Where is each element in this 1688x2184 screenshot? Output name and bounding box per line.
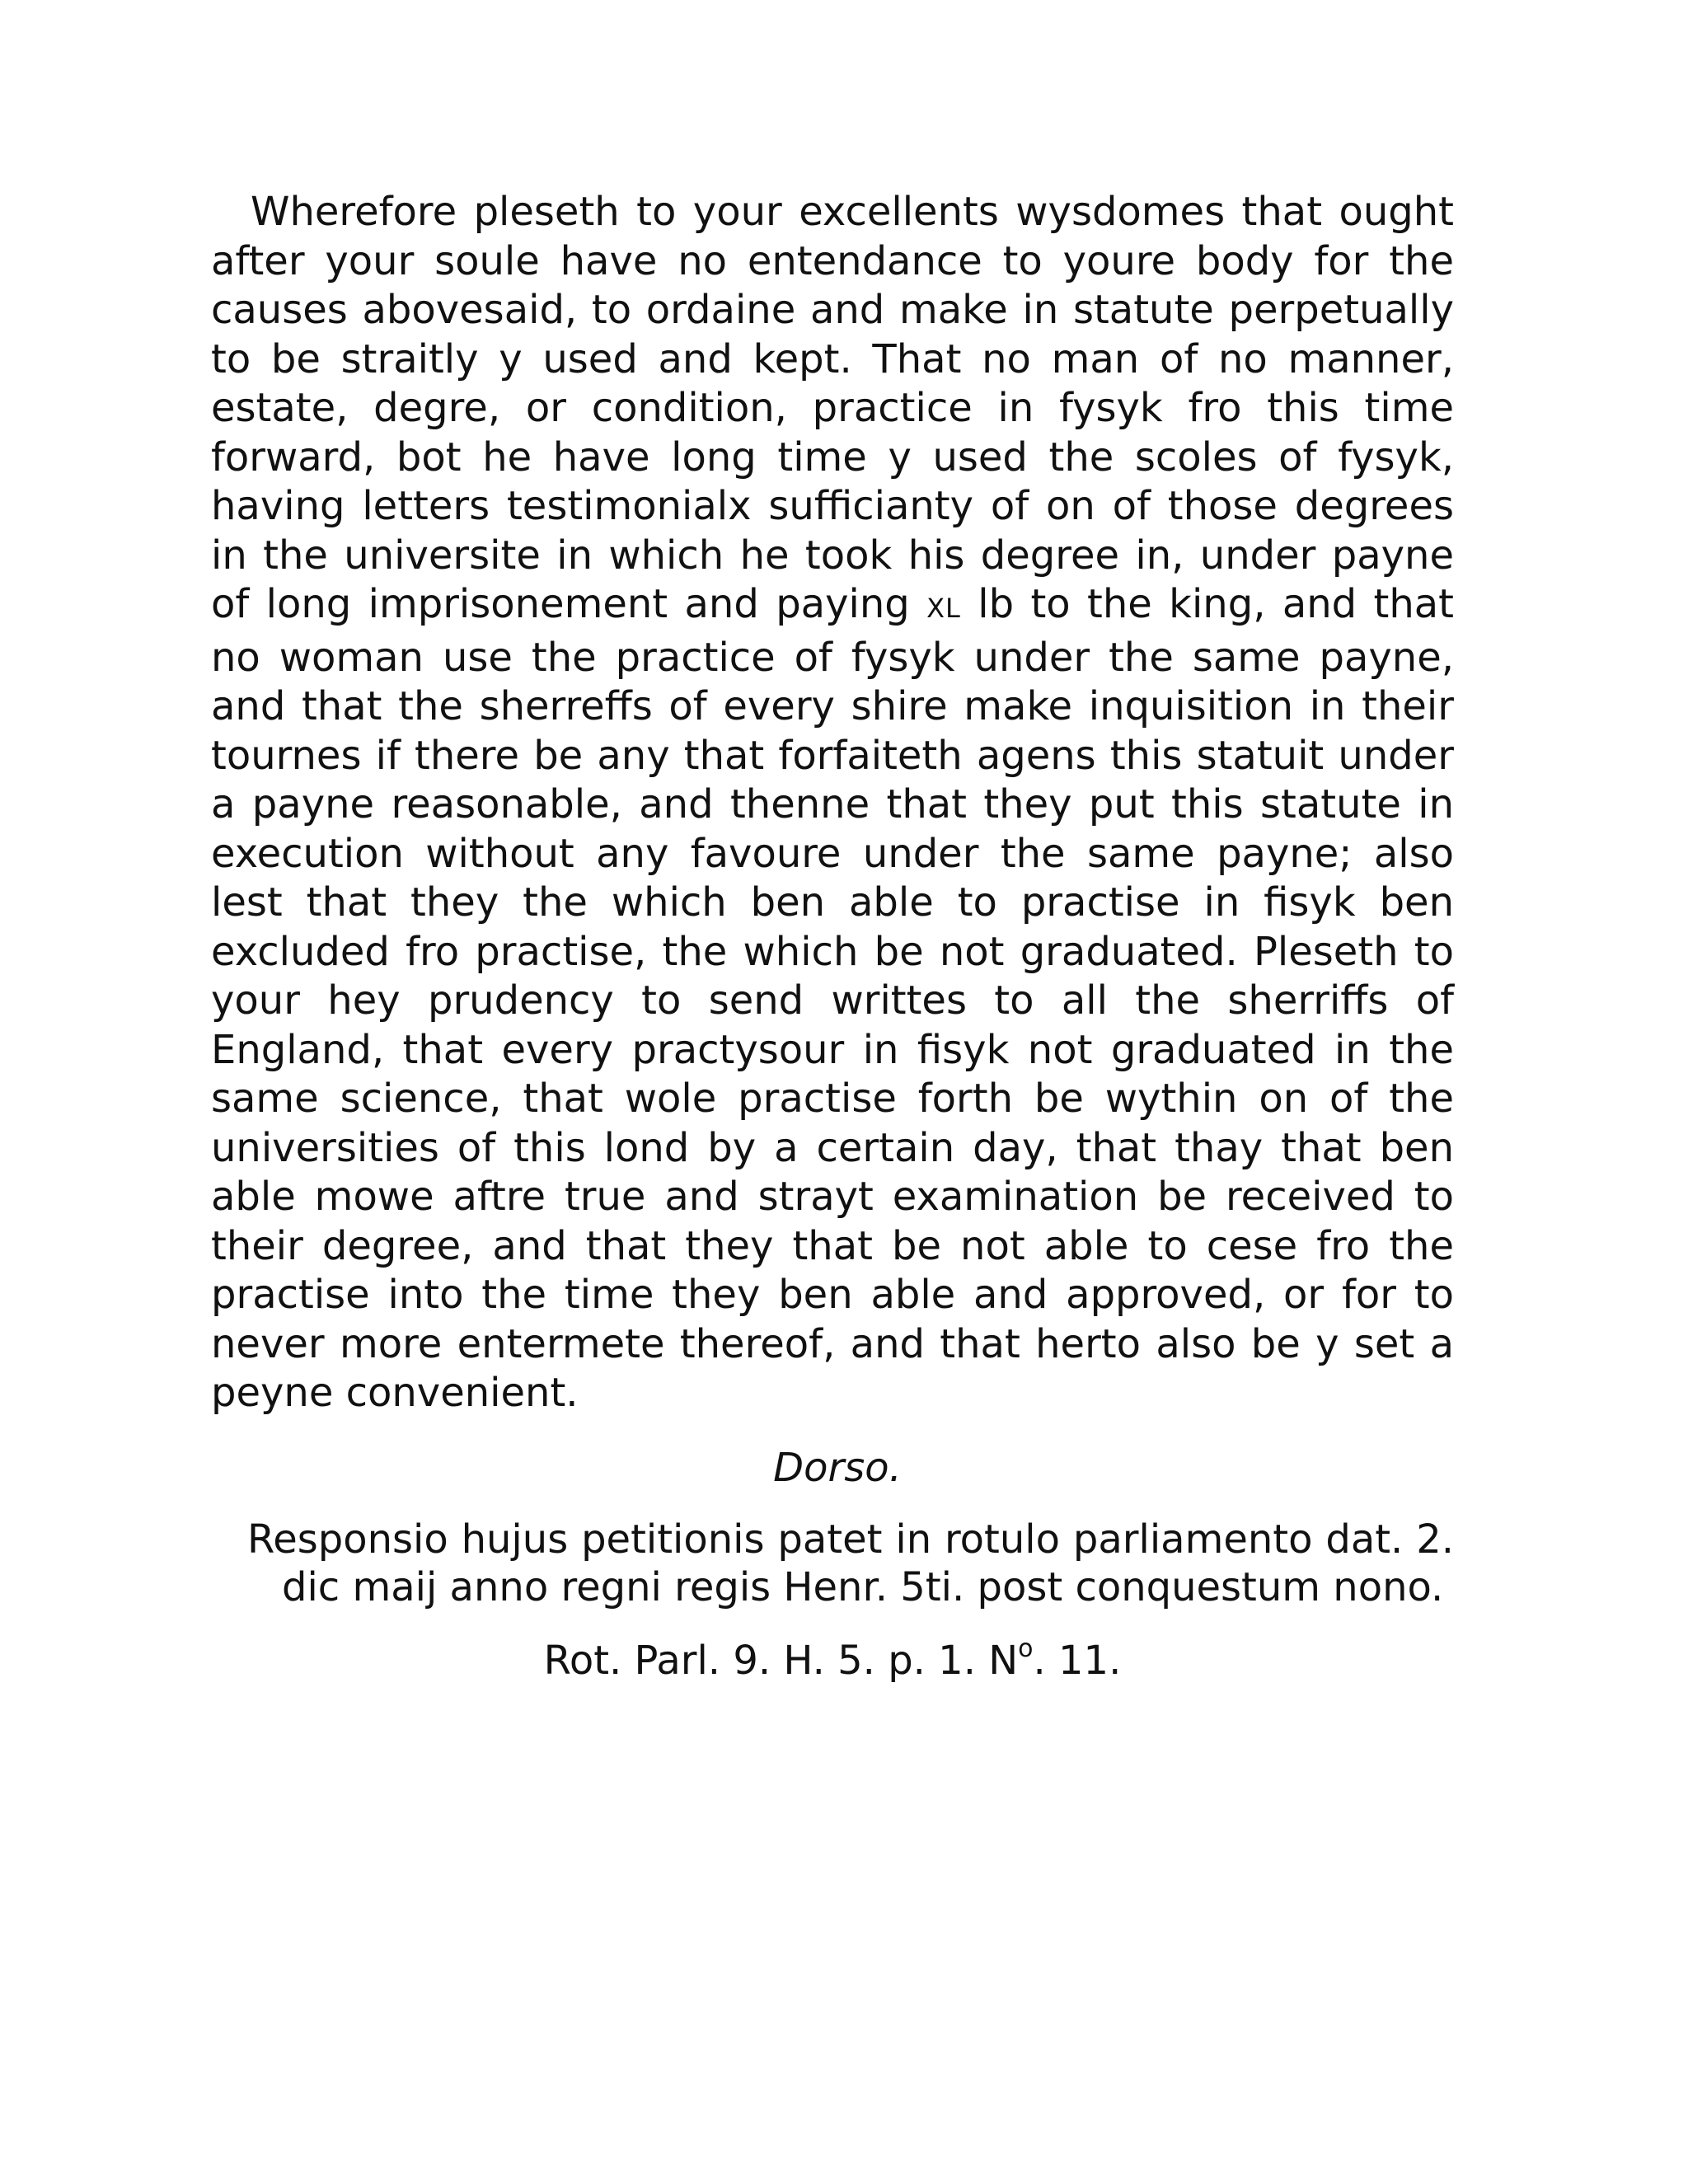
citation-superscript: o — [1018, 1633, 1034, 1663]
citation-text: Rot. Parl. 9. H. 5. p. 1. N — [543, 1637, 1019, 1684]
petition-text-part-1: Wherefore pleseth to your excellents wysdomes that ought after your soule have no entendance to youre body for the causes abovesaid, to ordaine and make in statute perpetually to be straitly y used and kept. That no man of no manner, estate, degre, or condition, practice in fysyk fro this time forward, bot he have long time y used the scoles of fysyk, having letters testimonialx sufficianty of on of those degrees in the universite in which he took his degree in, under payne of long imprisonement and paying — [211, 189, 1454, 627]
citation-number: . 11. — [1033, 1637, 1122, 1684]
citation-line — [211, 1633, 1454, 1685]
petition-paragraph — [211, 188, 1454, 1418]
dorso-heading: Dorso. — [773, 1444, 902, 1491]
small-caps-xl: XL — [926, 593, 961, 624]
document-page — [211, 188, 1454, 1685]
response-paragraph: Responsio hujus petitionis patet in rotulo parliamento dat. 2. dic maij anno regni regis Henr. 5ti. post conquestum nono. — [247, 1516, 1454, 1610]
petition-text-part-2: lb to the king, and that no woman use the practice of fysyk under the same payne, and that the sherreffs of every shire make inquisition in their tournes if there be any that forfaiteth agens this statuit under a payne reasonable, and thenne that they put this statute in execution without any favoure under the same payne; also lest that they the which ben able to practise in fisyk ben excluded fro practise, the which be not graduated. Pleseth to your hey prudency to send writtes to all the sherriffs of England, that every practysour in fisyk not graduated in the same science, that wole practise forth be wythin on of the universities of this lond by a certain day, that thay that ben able mowe aftre true and strayt examination be received to their degree, and that they that be not able to cese fro the practise into the time they ben able and approved, or for to never more entermete thereof, and that herto also be y set a peyne convenient. — [211, 581, 1454, 1416]
